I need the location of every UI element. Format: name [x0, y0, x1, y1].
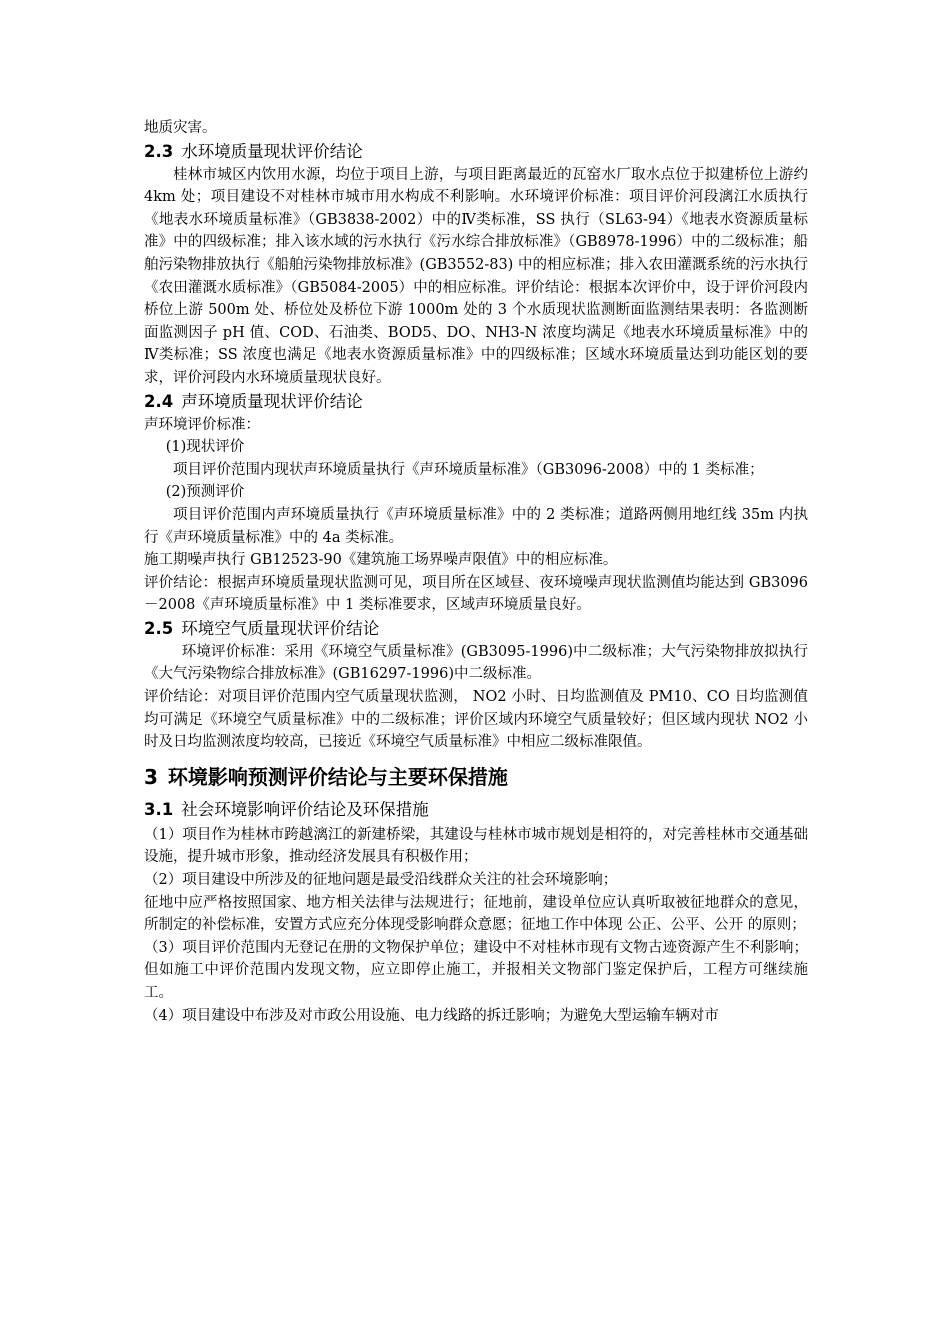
paragraph-noise-standard: 声环境评价标准：	[144, 416, 260, 433]
heading-number: 2.3	[144, 141, 174, 161]
paragraph-noise-conclusion: 评价结论：根据声环境质量现状监测可见，项目所在区域昼、夜环境噪声现状监测值均能达到 GB3096－2008《声环境质量标准》中 1 类标准要求，区域声环境质量良好。	[144, 574, 808, 614]
heading-2-3	[144, 140, 808, 164]
paragraph-water-quality: 桂林市城区内饮用水源，均位于项目上游，与项目距离最近的瓦窑水厂取水点位于拟建桥位上游约 4km 处；项目建设不对桂林市城市用水构成不利影响。水环境评价标准：项目评价河段漓江水质执行《地表水环境质量标准》（GB3838-2002）中的Ⅳ类标准，SS 执行（SL63-94）《地表水资源质量标准》中的四级标准；排入该水域的污水执行《污水综合排放标准》（GB8978-1996）中的二级标准；船舶污染物排放执行《船舶污染物排放标准》(GB3552-83) 中的相应标准；排入农田灌溉系统的污水执行《农田灌溉水质标准》（GB5084-2005）中的相应标准。评价结论：根据本次评价中，设于评价河段内桥位上游 500m 处、桥位处及桥位下游 1000m 处的 3 个水质现状监测断面监测结果表明：各监测断面监测因子 pH 值、COD、石油类、BOD5、DO、NH3-N 浓度均满足《地表水环境质量标准》中的Ⅳ类标准；SS 浓度也满足《地表水资源质量标准》中的四级标准；区域水环境质量达到功能区划的要求，评价河段内水环境质量现状良好。	[144, 166, 808, 386]
paragraph-social-3: （3）项目评价范围内无登记在册的文物保护单位；建设中不对桂林市现有文物古迹资源产生不利影响；但如施工中评价范围内发现文物，应立即停止施工，并报相关文物部门鉴定保护后，工程方可继续施工。	[144, 939, 808, 1001]
paragraph-forecast-eval-body: 项目评价范围内声环境质量执行《声环境质量标准》中的 2 类标准；道路两侧用地红线 35m 内执行《声环境质量标准》中的 4a 类标准。	[144, 506, 808, 546]
paragraph-geologic-hazard: 地质灾害。	[144, 120, 217, 136]
heading-number: 2.5	[144, 618, 174, 638]
paragraph-construction-noise: 施工期噪声执行 GB12523-90《建筑施工场界噪声限值》中的相应标准。	[144, 552, 618, 569]
paragraph-forecast-eval: (2)预测评价	[165, 484, 245, 501]
paragraph-current-eval: (1)现状评价	[165, 439, 245, 456]
heading-title: 声环境质量现状评价结论	[181, 391, 363, 411]
paragraph-air-conclusion: 评价结论：对项目评价范围内空气质量现状监测， NO2 小时、日均监测值及 PM10、CO 日均监测值均可满足《环境空气质量标准》中的二级标准；评价区域内环境空气质量较好；但区域内现状 NO2 小时及日均监测浓度均较高，已接近《环境空气质量标准》中相应二级标准限值。	[144, 689, 808, 751]
heading-title: 环境影响预测评价结论与主要环保措施	[167, 764, 508, 789]
heading-2-5	[144, 617, 808, 641]
paragraph-social-2: （2）项目建设中所涉及的征地问题是最受沿线群众关注的社会环境影响；	[144, 872, 618, 889]
heading-3-1	[144, 798, 808, 822]
document-page	[144, 117, 808, 1027]
heading-title: 水环境质量现状评价结论	[181, 141, 363, 161]
heading-title: 环境空气质量现状评价结论	[181, 618, 380, 638]
paragraph-land-acquisition: 征地中应严格按照国家、地方相关法律与法规进行；征地前，建设单位应认真听取被征地群众的意见，所制定的补偿标准，安置方式应充分体现受影响群众意愿；征地工作中体现 公正、公平、公开 的原则；	[144, 894, 808, 934]
paragraph-current-eval-body: 项目评价范围内现状声环境质量执行《声环境质量标准》（GB3096-2008）中的 1 类标准；	[173, 461, 764, 478]
heading-3	[144, 762, 808, 792]
paragraph-social-1: （1）项目作为桂林市跨越漓江的新建桥梁，其建设与桂林市城市规划是相符的，对完善桂林市交通基础设施，提升城市形象，推动经济发展具有积极作用；	[144, 826, 808, 866]
heading-2-4	[144, 390, 808, 414]
heading-number: 3	[144, 764, 158, 789]
paragraph-social-4: （4）项目建设中布涉及对市政公用设施、电力线路的拆迁影响；为避免大型运输车辆对市	[144, 1007, 719, 1024]
heading-number: 2.4	[144, 391, 174, 411]
paragraph-air-standard: 环境评价标准：采用《环境空气质量标准》(GB3095-1996)中二级标准；大气污染物排放拟执行《大气污染物综合排放标准》(GB16297-1996)中二级标准。	[144, 643, 808, 683]
heading-number: 3.1	[144, 799, 174, 819]
heading-title: 社会环境影响评价结论及环保措施	[181, 799, 429, 819]
